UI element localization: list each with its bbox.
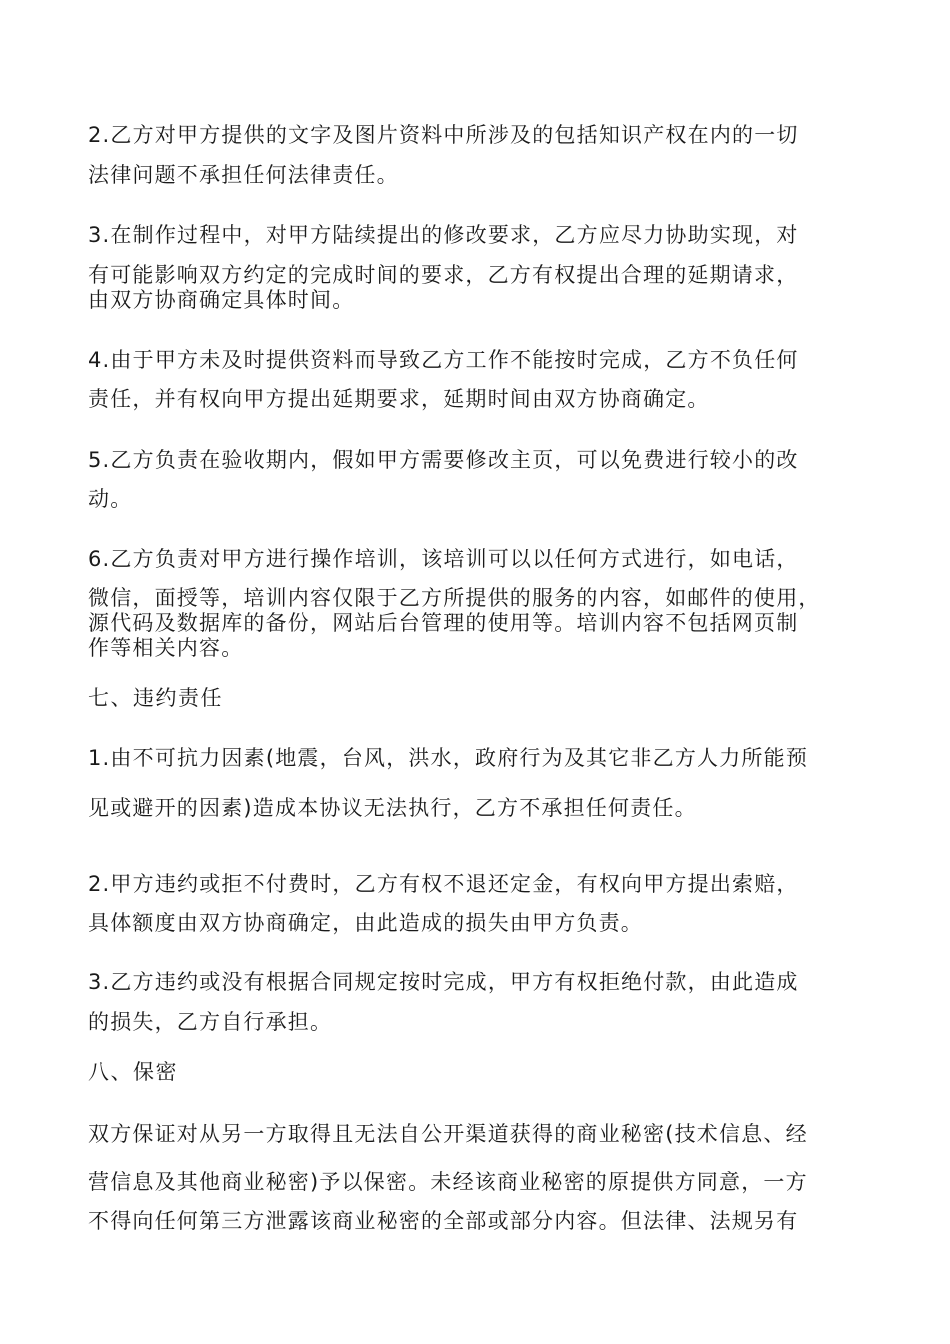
clause-3-line-2: 有可能影响双方约定的完成时间的要求，乙方有权提出合理的延期请求， xyxy=(88,263,799,287)
clause-6-line-1: 6.乙方负责对甲方进行操作培训，该培训可以以任何方式进行，如电话， xyxy=(88,547,799,571)
clause-6-line-3: 源代码及数据库的备份，网站后台管理的使用等。培训内容不包括网页制 xyxy=(88,611,799,635)
clause-5-line-1: 5.乙方负责在验收期内，假如甲方需要修改主页，可以免费进行较小的改 xyxy=(88,448,799,472)
section-heading-breach: 七、违约责任 xyxy=(88,686,223,710)
clause-3-line-1: 3.在制作过程中，对甲方陆续提出的修改要求，乙方应尽力协助实现，对 xyxy=(88,223,799,247)
clause-6-line-4: 作等相关内容。 xyxy=(88,636,244,660)
confidentiality-line-3: 不得向任何第三方泄露该商业秘密的全部或部分内容。但法律、法规另有 xyxy=(88,1209,799,1233)
breach-clause-3-line-2: 的损失，乙方自行承担。 xyxy=(88,1010,333,1034)
clause-4-line-2: 责任，并有权向甲方提出延期要求，延期时间由双方协商确定。 xyxy=(88,387,710,411)
clause-4-line-1: 4.由于甲方未及时提供资料而导致乙方工作不能按时完成，乙方不负任何 xyxy=(88,348,799,372)
clause-2-line-1: 2.乙方对甲方提供的文字及图片资料中所涉及的包括知识产权在内的一切 xyxy=(88,123,799,147)
breach-clause-3-line-1: 3.乙方违约或没有根据合同规定按时完成，甲方有权拒绝付款，由此造成 xyxy=(88,970,799,994)
breach-clause-2-line-2: 具体额度由双方协商确定，由此造成的损失由甲方负责。 xyxy=(88,911,643,935)
section-heading-confidentiality: 八、保密 xyxy=(88,1060,178,1084)
clause-6-line-2: 微信，面授等，培训内容仅限于乙方所提供的服务的内容，如邮件的使用， xyxy=(88,586,821,610)
confidentiality-line-2: 营信息及其他商业秘密)予以保密。未经该商业秘密的原提供方同意，一方 xyxy=(88,1170,808,1194)
confidentiality-line-1: 双方保证对从另一方取得且无法自公开渠道获得的商业秘密(技术信息、经 xyxy=(88,1122,808,1146)
clause-2-line-2: 法律问题不承担任何法律责任。 xyxy=(88,163,399,187)
breach-clause-1-line-1: 1.由不可抗力因素(地震，台风，洪水，政府行为及其它非乙方人力所能预 xyxy=(88,746,809,770)
breach-clause-2-line-1: 2.甲方违约或拒不付费时，乙方有权不退还定金，有权向甲方提出索赔， xyxy=(88,872,799,896)
clause-5-line-2: 动。 xyxy=(88,487,133,511)
clause-3-line-3: 由双方协商确定具体时间。 xyxy=(88,288,355,312)
breach-clause-1-line-2: 见或避开的因素)造成本协议无法执行，乙方不承担任何责任。 xyxy=(88,796,697,820)
